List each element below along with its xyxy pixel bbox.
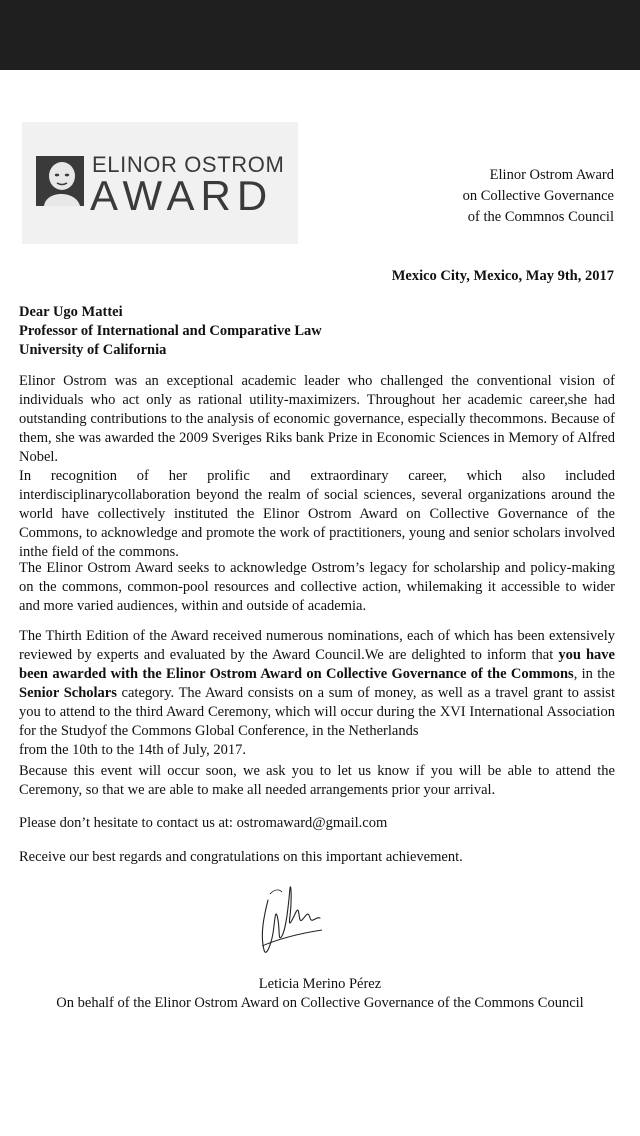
portrait-icon [36, 156, 84, 206]
signer-behalf: On behalf of the Elinor Ostrom Award on Collective Governance of the Commons Council [56, 995, 584, 1011]
paragraph-text: In recognition of her prolific and extraordinary career, which also included interdisciplinarycollaboration beyond the realm of social sciences, several organizations around the world have collectively instituted the Elinor Ostrom Award on Collective Governance of the Commons, to acknowledge and promote the work of practitioners, young and senior scholars involved inthe field of the commons. [19, 468, 615, 560]
addressee-title: Professor of International and Comparative Law [19, 323, 322, 339]
award-category: Senior Scholars [19, 685, 117, 701]
top-status-bar [0, 0, 640, 70]
award-statement: you have been awarded with the Elinor Ostrom Award on Collective Governance of the Commons [19, 647, 615, 682]
paragraph-text [19, 627, 615, 741]
signer-block [0, 975, 640, 1013]
council-address [463, 165, 614, 228]
logo-title: ELINOR OSTROM [92, 152, 285, 177]
addressee-institution: University of California [19, 342, 167, 358]
logo-subtitle: AWARD [90, 172, 274, 219]
paragraph-award-purpose: The Elinor Ostrom Award seeks to acknowledge Ostrom’s legacy for scholarship and policy-making on the commons, common-pool resources and collective action, whilemaking it accessible to wider and more varied audiences, within and outside of academia. [19, 560, 615, 614]
paragraph-ostrom-background [19, 372, 615, 562]
text-run: The Thirth Edition of the Award received numerous nominations, each of which has been extensively reviewed by experts and evaluated by the Award Council.We are delighted to inform that [19, 628, 615, 663]
paragraph-attendance-request: Because this event will occur soon, we ask you to let us know if you will be able to attend the Ceremony, so that we are able to make all needed arrangements prior your arrival. [19, 763, 615, 798]
addressee-name: Dear Ugo Mattei [19, 304, 123, 320]
paragraph-closing: Receive our best regards and congratulations on this important achievement. [19, 849, 463, 865]
handwritten-signature [256, 880, 328, 966]
council-address-line: Elinor Ostrom Award [489, 167, 614, 183]
council-address-line: of the Commnos Council [467, 209, 614, 225]
text-run: category. The Award consists on a sum of money, as well as a travel grant to assist you to attend to the third Award Ceremony, which will occur during the XVI International Association for the Studyof the Commons Global Conference, in the Netherlands [19, 685, 615, 739]
addressee [19, 303, 322, 360]
signer-name: Leticia Merino Pérez [258, 976, 382, 992]
paragraph-text: Elinor Ostrom was an exceptional academic leader who challenged the conventional vision of individuals who act only as rational utility-maximizers. Throughout her academic career,she had outstanding contributions to the analysis of economic governance, especially thecommons. Because of them, she was awarded the 2009 Sveriges Riks bank Prize in Economic Sciences in Memory of Alfred Nobel. [19, 373, 615, 465]
paragraph-contact: Please don’t hesitate to contact us at: ostromaward@gmail.com [19, 815, 388, 831]
award-logo [22, 122, 298, 244]
council-address-line: on Collective Governance [462, 188, 614, 204]
conference-dates: from the 10th to the 14th of July, 2017. [19, 742, 247, 758]
text-run: , in the [573, 666, 615, 682]
paragraph-award-notice [19, 627, 615, 760]
date-line: Mexico City, Mexico, May 9th, 2017 [391, 268, 614, 284]
